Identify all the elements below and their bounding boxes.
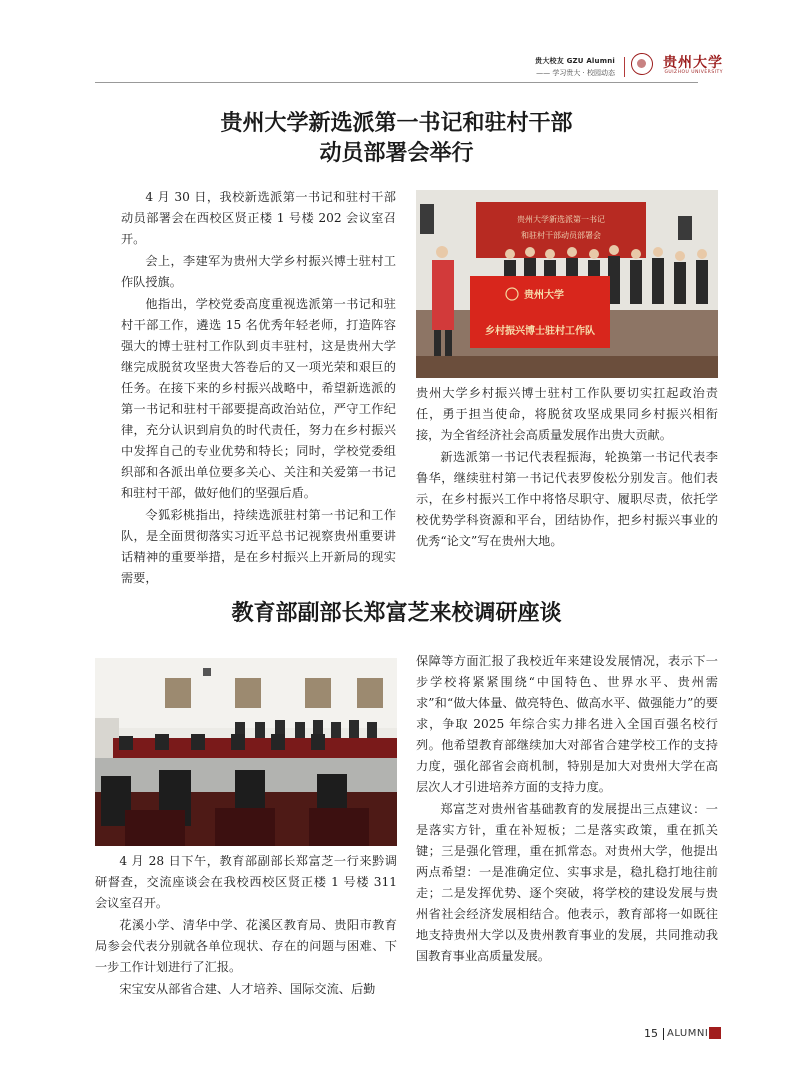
meeting-photo-illustration — [95, 658, 397, 846]
paragraph: 令狐彩桃指出，持续选派驻村第一书记和工作队，是全面贯彻落实习近平总书记视察贵州重要讲话精神的重要举措，是在乡村振兴上开新局的现实需要， — [121, 508, 396, 585]
backdrop-line2: 和驻村干部动员部署会 — [521, 231, 601, 240]
paragraph: 4 月 30 日，我校新选派第一书记和驻村干部动员部署会在西校区贤正楼 1 号楼 202 会议室召开。 — [121, 190, 396, 246]
university-logo-subtitle: GUIZHOU UNIVERSITY — [664, 70, 723, 75]
article2-left-column — [95, 851, 397, 1001]
paragraph: 新选派第一书记代表程振海，轮换第一书记代表李鲁华，继续驻村第一书记代表罗俊松分别发言。他们表示，在乡村振兴工作中将恪尽职守、履职尽责，依托学校优势学科资源和平台，团结协作，把乡村振兴事业的优秀“论文”写在贵州大地。 — [416, 450, 718, 548]
paragraph: 会上，李建军为贵州大学乡村振兴博士驻村工作队授旗。 — [121, 254, 396, 289]
header-brand — [535, 56, 615, 78]
banner-logo: 贵州大学 — [524, 290, 564, 301]
header-brand-line2: —— 学习贵大 · 校园动态 — [536, 69, 615, 77]
backdrop-line1: 贵州大学新选派第一书记 — [517, 215, 605, 224]
paragraph: 花溪小学、清华中学、花溪区教育局、贵阳市教育局参会代表分别就各单位现状、存在的问题与困难、下一步工作计划进行了汇报。 — [95, 918, 397, 974]
article1-photo — [416, 190, 718, 378]
paragraph: 郑富芝对贵州省基础教育的发展提出三点建议：一是落实方针，重在补短板；二是落实政策，重在抓关键；三是强化管理，重在抓常态。对贵州大学，他提出两点希望：一是准确定位、实事求是，稳扎稳打地往前走；二是发挥优势、逐个突破，将学校的建设发展与贵州省社会经济发展相结合。他表示，教育部将一如既往地支持贵州大学以及贵州教育事业的发展，共同推动我国教育事业高质量发展。 — [416, 802, 718, 963]
header-divider — [624, 57, 625, 77]
paragraph: 保障等方面汇报了我校近年来建设发展情况，表示下一步学校将紧紧围绕“中国特色、世界水平、贵州需求”和“做大体量、做亮特色、做高水平、做强能力”的要求，争取 2025 年综合实力排名进入全国百强名校行列。他希望教育部继续加大对部省合建学校工作的支持力度，强化部省会商机制，特别是加大对贵州大学在高层次人才引进培养方面的支持力度。 — [416, 654, 718, 794]
page-number: 15 — [644, 1027, 658, 1040]
footer-accent-square — [709, 1027, 721, 1039]
article1-title — [95, 108, 698, 168]
group-photo-illustration — [416, 190, 718, 378]
university-logo-text: 贵州大学 — [663, 55, 723, 71]
paragraph: 贵州大学乡村振兴博士驻村工作队要切实扛起政治责任，勇于担当使命，将脱贫攻坚成果同乡村振兴相衔接，为全省经济社会高质量发展作出贵大贡献。 — [416, 386, 718, 442]
article1-left-column — [121, 187, 396, 590]
article1-right-column — [416, 383, 718, 553]
article2-photo — [95, 658, 397, 846]
banner-text: 乡村振兴博士驻村工作队 — [485, 326, 595, 337]
page-header — [0, 44, 793, 80]
paragraph: 4 月 28 日下午，教育部副部长郑富芝一行来黔调研督查，交流座谈会在我校西校区贤正楼 1 号楼 311 会议室召开。 — [95, 854, 397, 910]
paragraph: 宋宝安从部省合建、人才培养、国际交流、后勤 — [119, 982, 376, 996]
article2-title: 教育部副部长郑富芝来校调研座谈 — [231, 600, 562, 626]
university-seal-icon — [631, 53, 653, 75]
article2-right-column — [416, 651, 718, 968]
footer-divider — [663, 1028, 664, 1040]
footer-section-label: ALUMNI — [667, 1028, 709, 1039]
header-brand-line1: 贵大校友 GZU Alumni — [535, 57, 615, 65]
article1-title-line1: 贵州大学新选派第一书记和驻村干部 — [220, 110, 573, 136]
header-rule — [95, 82, 698, 83]
article1-title-line2: 动员部署会举行 — [319, 140, 474, 166]
paragraph: 他指出，学校党委高度重视选派第一书记和驻村干部工作，遴选 15 名优秀年轻老师，打造阵容强大的博士驻村工作队到贞丰驻村，这是贵州大学继完成脱贫攻坚贵大答卷后的又一项光荣和艰巨的任务。在接下来的乡村振兴战略中，希望新选派的第一书记和驻村干部要提高政治站位，严守工作纪律，充分认识到肩负的时代责任，努力在乡村振兴中发挥自己的专业优势和特长；同时，学校党委组织部和各派出单位要多关心、关注和关爱第一书记和驻村干部，做好他们的坚强后盾。 — [121, 297, 396, 500]
